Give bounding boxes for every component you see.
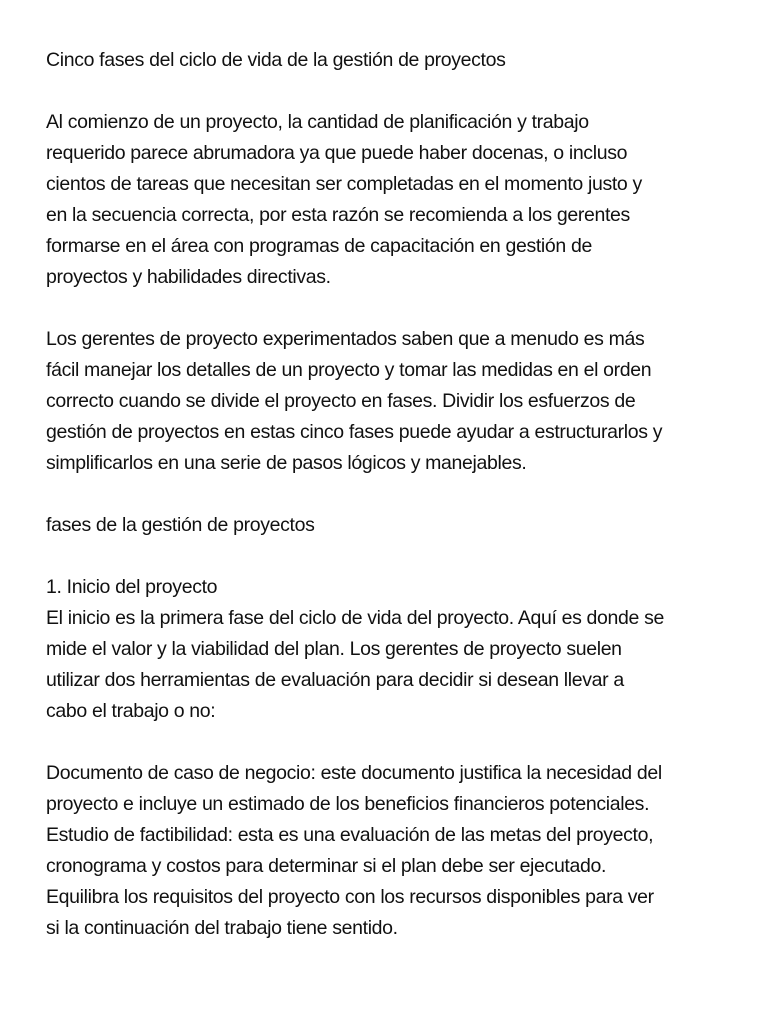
text-line: en la secuencia correcta, por esta razón se recomienda a los gerentes bbox=[46, 204, 630, 226]
blank-line bbox=[46, 727, 736, 758]
text-line: formarse en el área con programas de capacitación en gestión de bbox=[46, 235, 592, 257]
text-line: utilizar dos herramientas de evaluación para decidir si desean llevar a bbox=[46, 669, 624, 691]
text-line: Los gerentes de proyecto experimentados saben que a menudo es más bbox=[46, 328, 645, 350]
paragraph-phases-benefit bbox=[46, 324, 736, 479]
blank-line bbox=[46, 76, 736, 107]
phase-heading: 1. Inicio del proyecto bbox=[46, 576, 218, 598]
blank-line bbox=[46, 479, 736, 510]
text-line: gestión de proyectos en estas cinco fases puede ayudar a estructurarlos y bbox=[46, 421, 663, 443]
text-line: requerido parece abrumadora ya que puede haber docenas, o incluso bbox=[46, 142, 628, 164]
text-line: El inicio es la primera fase del ciclo de vida del proyecto. Aquí es donde se bbox=[46, 607, 664, 629]
text-line: Al comienzo de un proyecto, la cantidad de planificación y trabajo bbox=[46, 111, 589, 133]
section-heading: fases de la gestión de proyectos bbox=[46, 514, 315, 536]
text-line: si la continuación del trabajo tiene sentido. bbox=[46, 917, 398, 939]
text-line: Estudio de factibilidad: esta es una evaluación de las metas del proyecto, bbox=[46, 824, 654, 846]
text-line: simplificarlos en una serie de pasos lógicos y manejables. bbox=[46, 452, 527, 474]
text-line: proyectos y habilidades directivas. bbox=[46, 266, 331, 288]
document-title: Cinco fases del ciclo de vida de la gestión de proyectos bbox=[46, 49, 506, 71]
blank-line bbox=[46, 293, 736, 324]
paragraph-initiation bbox=[46, 603, 736, 727]
document-body bbox=[46, 45, 736, 944]
text-line: proyecto e incluye un estimado de los beneficios financieros potenciales. bbox=[46, 793, 650, 815]
paragraph-evaluation-tools bbox=[46, 758, 736, 944]
blank-line bbox=[46, 541, 736, 572]
text-line: cronograma y costos para determinar si el plan debe ser ejecutado. bbox=[46, 855, 607, 877]
text-line: correcto cuando se divide el proyecto en fases. Dividir los esfuerzos de bbox=[46, 390, 636, 412]
text-line: fácil manejar los detalles de un proyecto y tomar las medidas en el orden bbox=[46, 359, 652, 381]
paragraph-intro bbox=[46, 107, 736, 293]
text-line: Documento de caso de negocio: este documento justifica la necesidad del bbox=[46, 762, 662, 784]
text-line: mide el valor y la viabilidad del plan. Los gerentes de proyecto suelen bbox=[46, 638, 622, 660]
text-line: cientos de tareas que necesitan ser completadas en el momento justo y bbox=[46, 173, 642, 195]
text-line: Equilibra los requisitos del proyecto con los recursos disponibles para ver bbox=[46, 886, 654, 908]
text-line: cabo el trabajo o no: bbox=[46, 700, 216, 722]
